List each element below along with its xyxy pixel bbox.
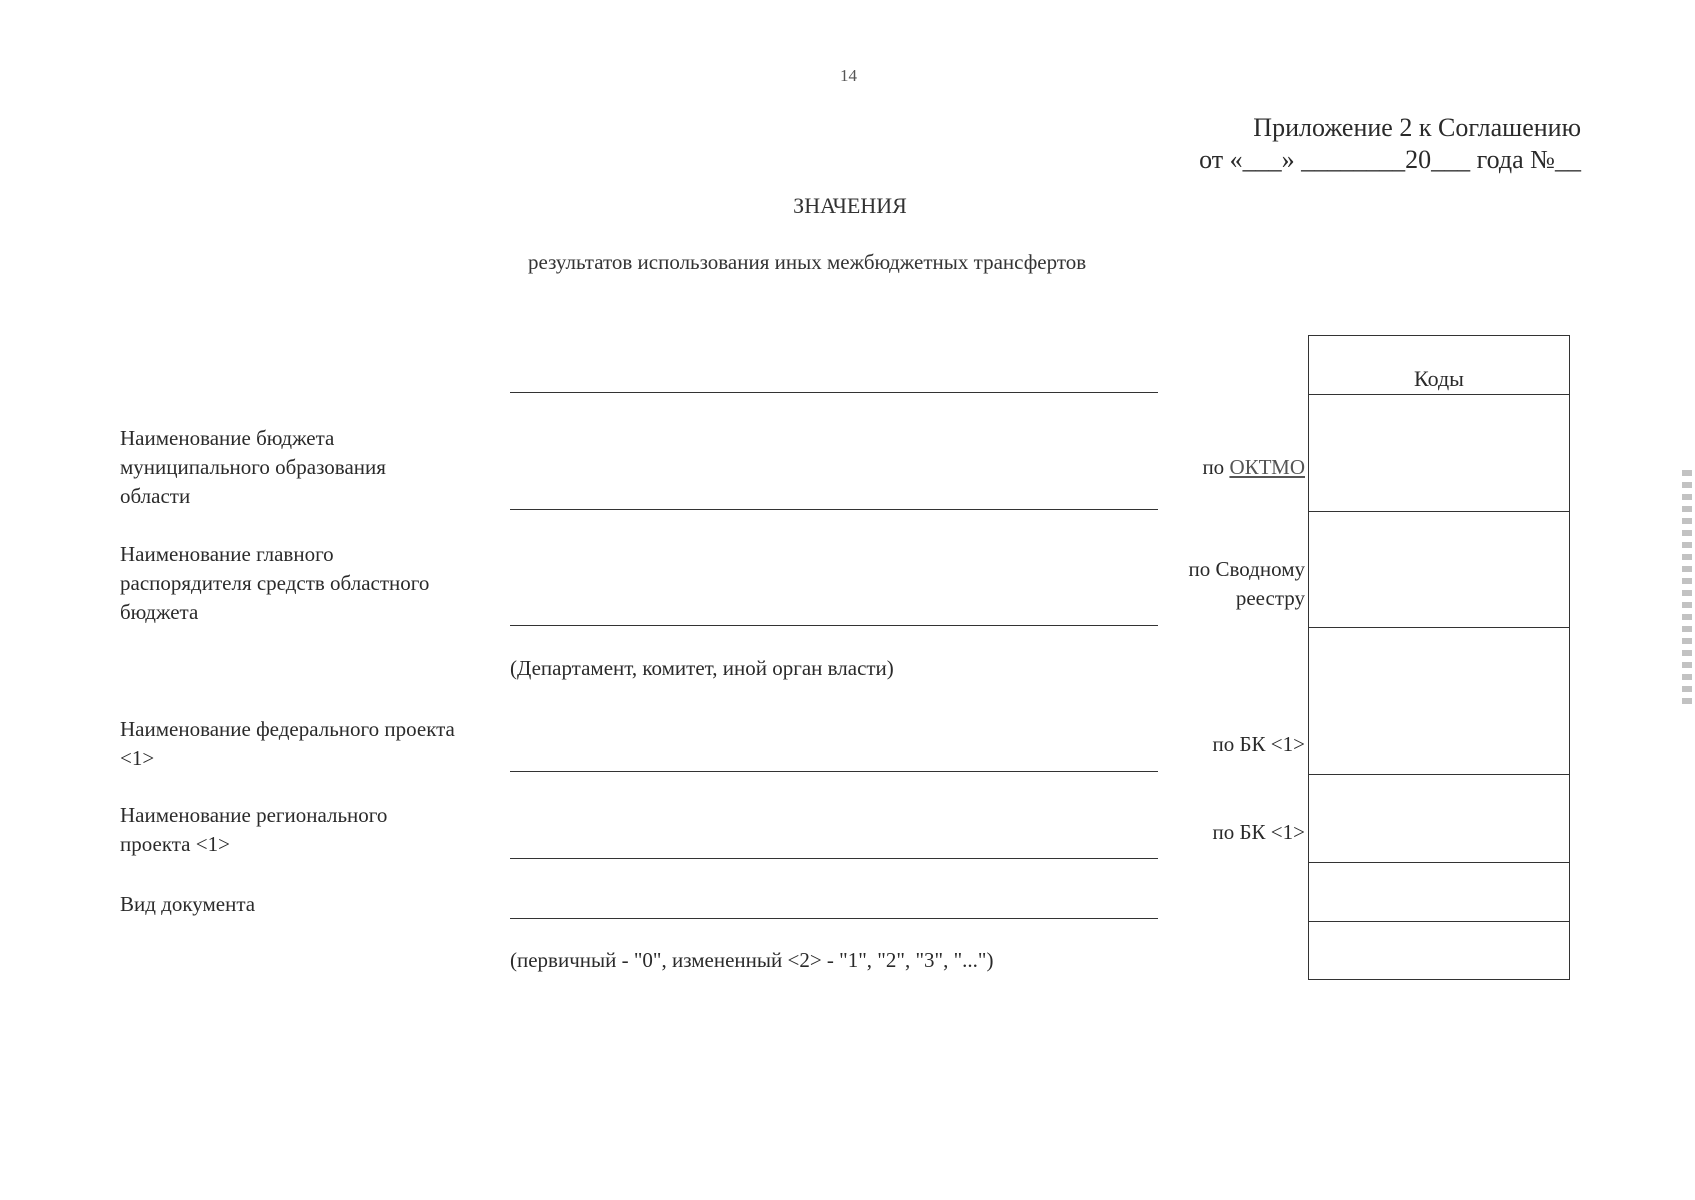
document-type-line[interactable] bbox=[510, 918, 1158, 919]
codes-cell-oktmo[interactable] bbox=[1309, 394, 1569, 395]
scan-margin-artifact bbox=[1682, 470, 1692, 710]
codes-cell-svodny[interactable] bbox=[1309, 511, 1569, 512]
page-number: 14 bbox=[840, 66, 857, 85]
budget-name-line[interactable] bbox=[510, 509, 1158, 510]
chief-manager-line[interactable] bbox=[510, 625, 1158, 626]
oktmo-label: по ОКТМО bbox=[1202, 455, 1305, 479]
document-type-label: Вид документа bbox=[120, 892, 256, 916]
codes-cell-bk-1[interactable] bbox=[1309, 774, 1569, 775]
chief-manager-note: (Департамент, комитет, иной орган власти) bbox=[510, 656, 894, 680]
top-blank-line[interactable] bbox=[510, 392, 1158, 393]
codes-cell-doc-type[interactable] bbox=[1309, 921, 1569, 922]
federal-project-label: Наименование федерального проекта <1> bbox=[120, 717, 455, 770]
document-subtitle: результатов использования иных межбюджетных трансфертов bbox=[528, 250, 1087, 274]
document-type-note: (первичный - "0", измененный <2> - "1", "2", "3", "...") bbox=[510, 948, 994, 972]
appendix-title: Приложение 2 к Соглашению bbox=[1253, 113, 1581, 142]
federal-project-line[interactable] bbox=[510, 771, 1158, 772]
budget-name-label: Наименование бюджета муниципального образования области bbox=[120, 426, 386, 508]
codes-cell-blank[interactable] bbox=[1309, 627, 1569, 628]
bk-label-1: по БК <1> bbox=[1212, 732, 1305, 756]
chief-manager-label: Наименование главного распорядителя средств областного бюджета bbox=[120, 542, 430, 624]
oktmo-link[interactable]: ОКТМО bbox=[1229, 455, 1305, 479]
codes-table bbox=[1308, 335, 1570, 980]
bk-label-2: по БК <1> bbox=[1212, 820, 1305, 844]
codes-header: Коды bbox=[1414, 366, 1464, 391]
document-title: ЗНАЧЕНИЯ bbox=[793, 193, 907, 218]
regional-project-label: Наименование регионального проекта <1> bbox=[120, 803, 388, 856]
appendix-header bbox=[1199, 112, 1581, 176]
svodny-reestr-label: по Сводному реестру bbox=[1188, 557, 1305, 610]
appendix-date-line: от «___» ________20___ года №__ bbox=[1199, 145, 1581, 174]
codes-cell-bk-2[interactable] bbox=[1309, 862, 1569, 863]
regional-project-line[interactable] bbox=[510, 858, 1158, 859]
